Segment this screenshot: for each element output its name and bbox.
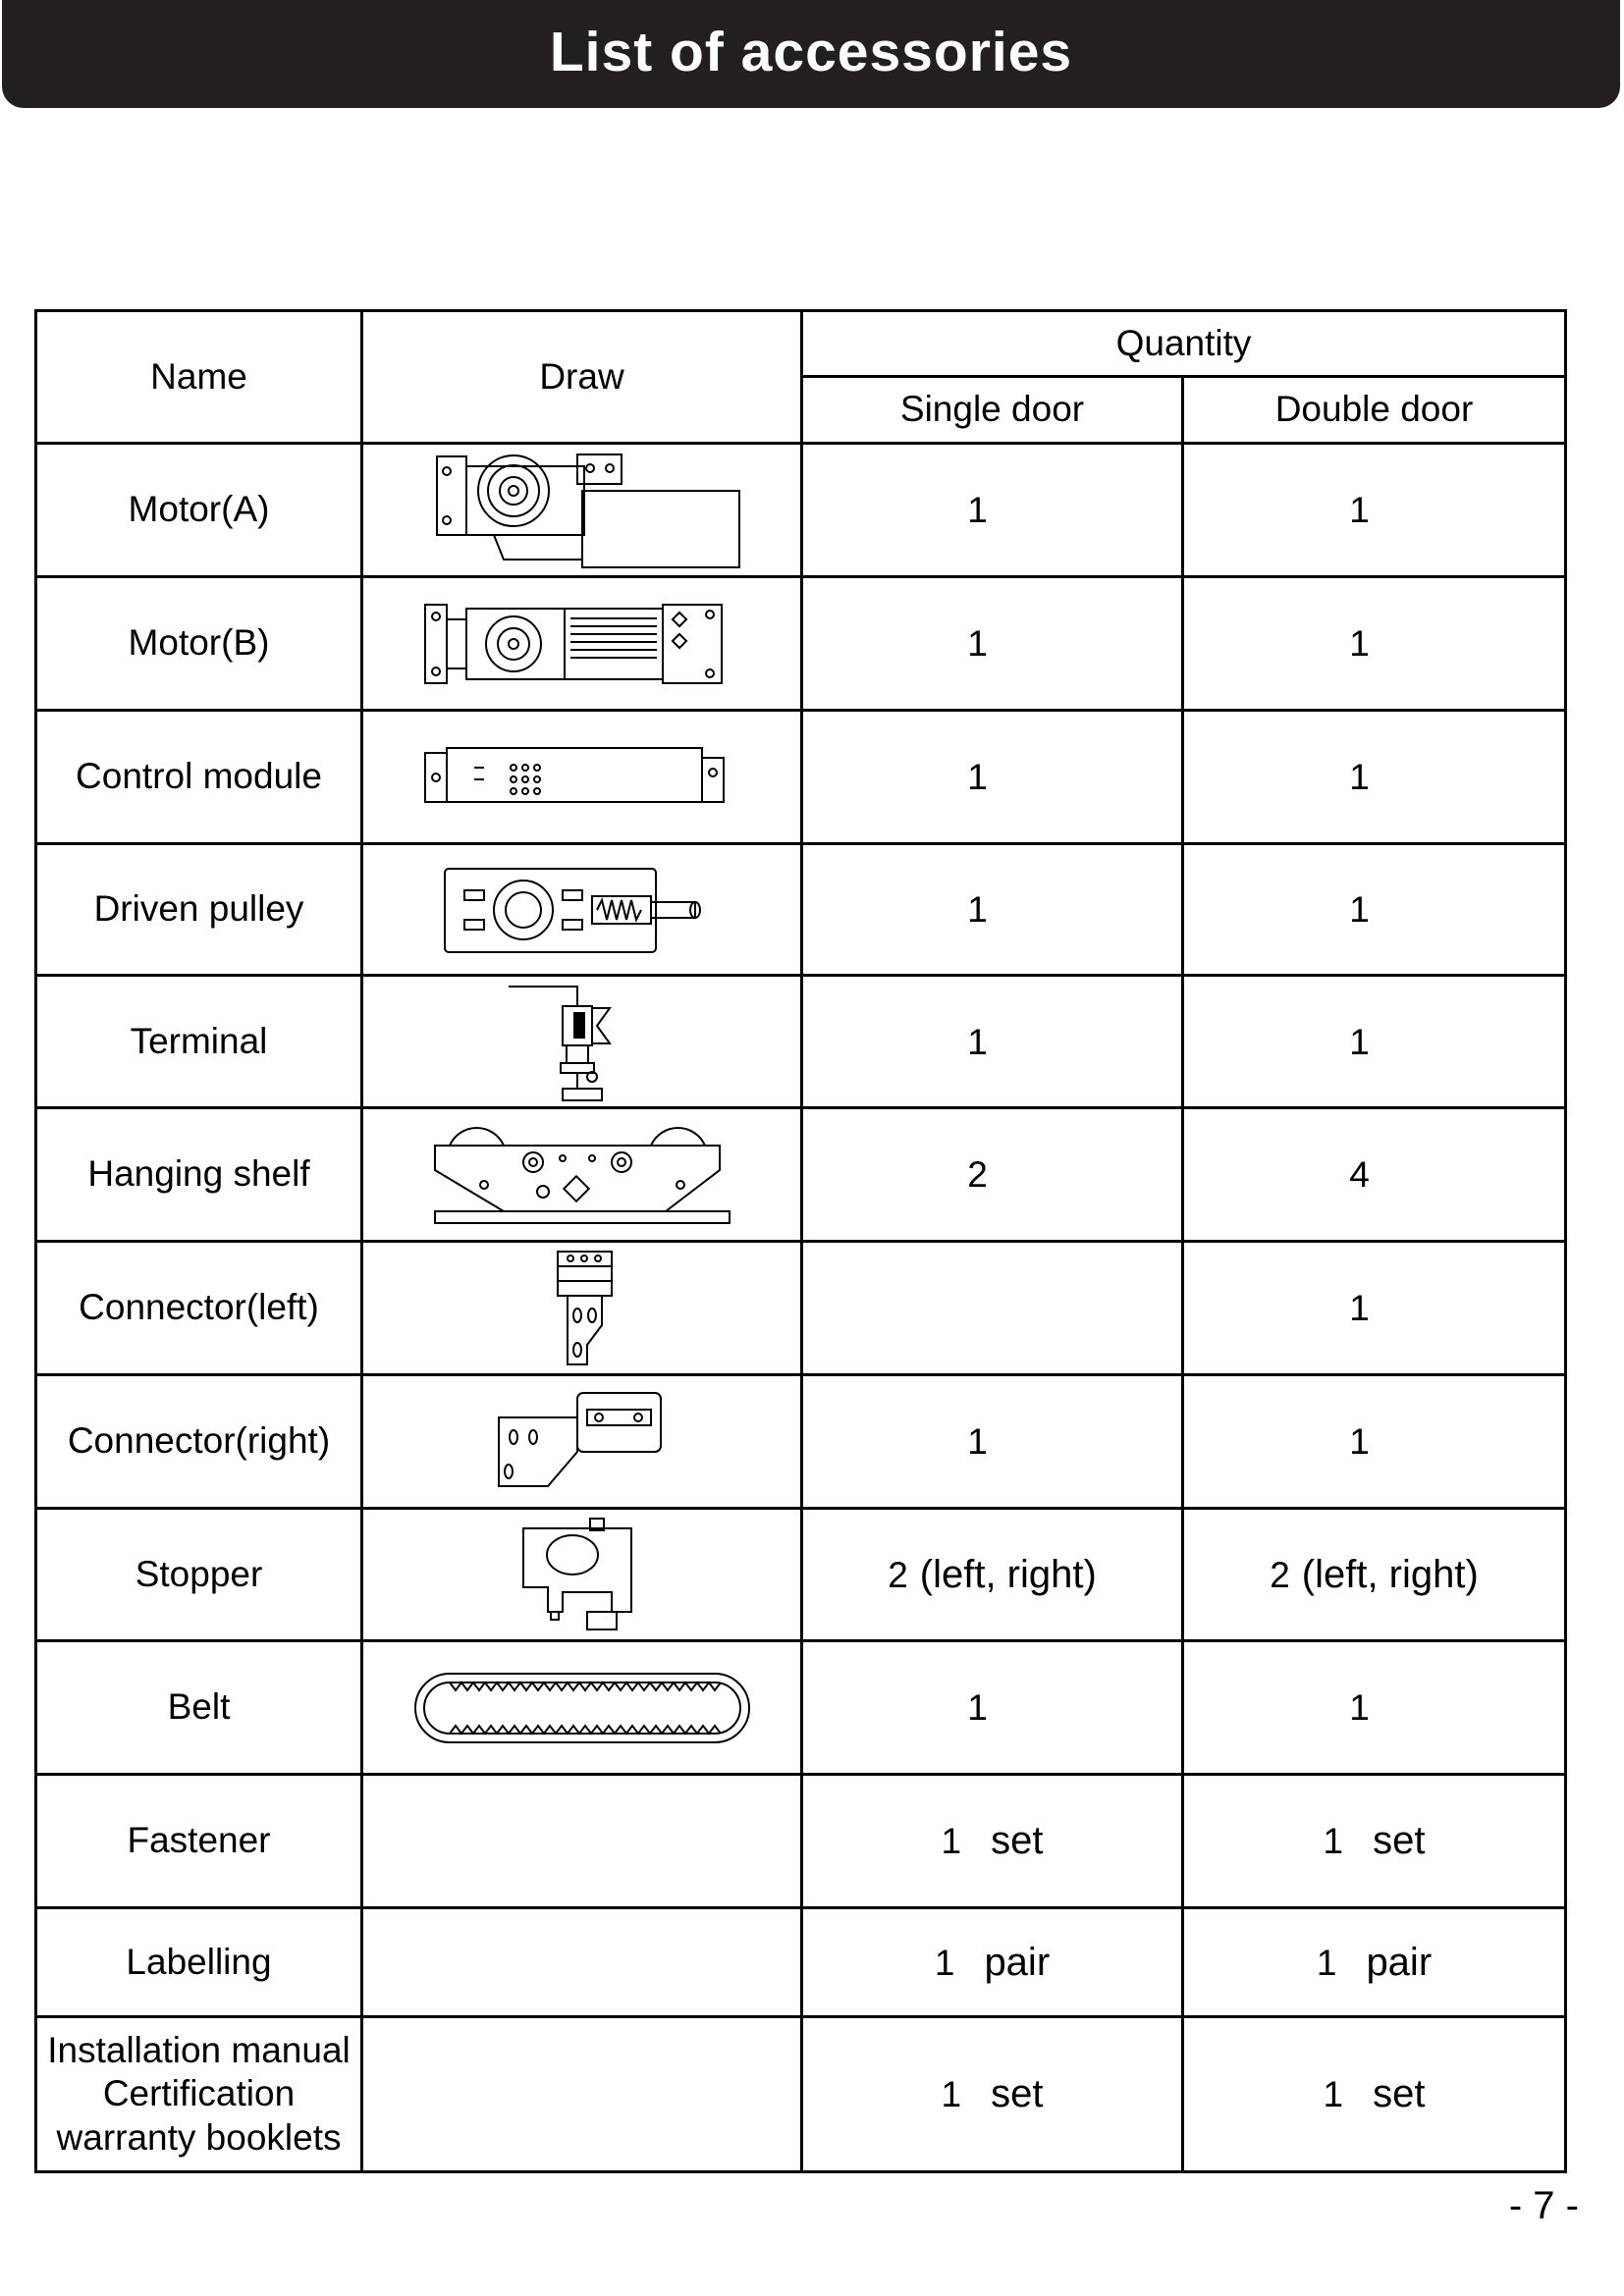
table-row	[36, 2017, 1566, 2172]
table-row	[36, 976, 1566, 1108]
row-name	[36, 2017, 362, 2172]
terminal-drawing	[362, 976, 802, 1108]
row-name: Labelling	[36, 1908, 362, 2017]
connector-right-drawing	[362, 1375, 802, 1509]
double-unit: pair	[1366, 1940, 1433, 1984]
motor-b-drawing	[362, 577, 802, 711]
table-row	[36, 1775, 1566, 1908]
row-name: Motor(A)	[36, 444, 362, 577]
single-qty: 1	[967, 1421, 988, 1462]
connector-left-drawing	[362, 1242, 802, 1375]
stopper-drawing	[362, 1509, 802, 1641]
single-qty: 1	[934, 1942, 955, 1983]
double-unit: (left, right)	[1301, 1552, 1479, 1596]
page-title: List of accessories	[549, 21, 1073, 83]
double-qty: 1	[1349, 1687, 1370, 1728]
table-row	[36, 1641, 1566, 1775]
single-unit: set	[991, 1819, 1044, 1862]
row-name: Driven pulley	[36, 844, 362, 976]
row-name: Terminal	[36, 976, 362, 1108]
row-name-line: Installation manual	[47, 2029, 351, 2070]
double-unit: set	[1373, 2072, 1426, 2115]
hanging-shelf-drawing	[362, 1108, 802, 1242]
single-unit: set	[991, 2072, 1044, 2115]
single-unit: (left, right)	[919, 1552, 1097, 1596]
double-qty: 2	[1270, 1554, 1290, 1595]
row-name: Belt	[36, 1641, 362, 1775]
row-name: Hanging shelf	[36, 1108, 362, 1242]
double-qty: 1	[1349, 1421, 1370, 1462]
row-name: Connector(right)	[36, 1375, 362, 1509]
table-row	[36, 577, 1566, 711]
row-name: Connector(left)	[36, 1242, 362, 1375]
header-quantity: Quantity	[802, 311, 1566, 377]
table-row	[36, 1108, 1566, 1242]
table-row	[36, 1375, 1566, 1509]
double-qty: 1	[1349, 1288, 1370, 1328]
double-qty: 1	[1323, 1821, 1344, 1861]
double-qty: 1	[1349, 490, 1370, 530]
single-qty: 1	[967, 889, 988, 930]
single-qty: 1	[967, 757, 988, 797]
single-qty: 2	[888, 1554, 908, 1595]
double-qty: 1	[1316, 1942, 1337, 1983]
double-qty: 1	[1349, 1021, 1370, 1062]
header-draw: Draw	[362, 311, 802, 444]
single-qty: 1	[967, 1021, 988, 1062]
row-name-line: warranty booklets	[56, 2116, 342, 2158]
table-row	[36, 1242, 1566, 1375]
title-banner	[2, 0, 1620, 108]
table-row	[36, 444, 1566, 577]
table-row	[36, 711, 1566, 844]
double-qty: 1	[1323, 2074, 1344, 2114]
double-qty: 1	[1349, 757, 1370, 797]
row-name: Fastener	[36, 1775, 362, 1908]
belt-drawing	[362, 1641, 802, 1775]
table-row	[36, 1509, 1566, 1641]
single-qty: 1	[941, 2074, 962, 2114]
empty-drawing-cell	[362, 2017, 802, 2172]
header-name: Name	[36, 311, 362, 444]
header-double-door: Double door	[1183, 377, 1566, 444]
row-name: Motor(B)	[36, 577, 362, 711]
double-unit: set	[1373, 1819, 1426, 1862]
empty-drawing-cell	[362, 1775, 802, 1908]
header-single-door: Single door	[802, 377, 1183, 444]
accessories-table	[34, 309, 1567, 2173]
single-qty: 1	[967, 623, 988, 664]
single-qty: 2	[967, 1154, 988, 1195]
table-row	[36, 1908, 1566, 2017]
double-qty: 1	[1349, 623, 1370, 664]
single-qty: 1	[967, 490, 988, 530]
single-qty: 1	[941, 1821, 962, 1861]
driven-pulley-drawing	[362, 844, 802, 976]
double-qty: 1	[1349, 889, 1370, 930]
single-unit: pair	[984, 1940, 1051, 1984]
row-name: Control module	[36, 711, 362, 844]
table-row	[36, 844, 1566, 976]
page-number: - 7 -	[1508, 2184, 1579, 2227]
row-name-line: Certification	[102, 2073, 296, 2114]
double-qty: 4	[1349, 1154, 1370, 1195]
empty-drawing-cell	[362, 1908, 802, 2017]
control-module-drawing	[362, 711, 802, 844]
row-name: Stopper	[36, 1509, 362, 1641]
single-qty: 1	[967, 1687, 988, 1728]
motor-a-drawing	[362, 444, 802, 577]
